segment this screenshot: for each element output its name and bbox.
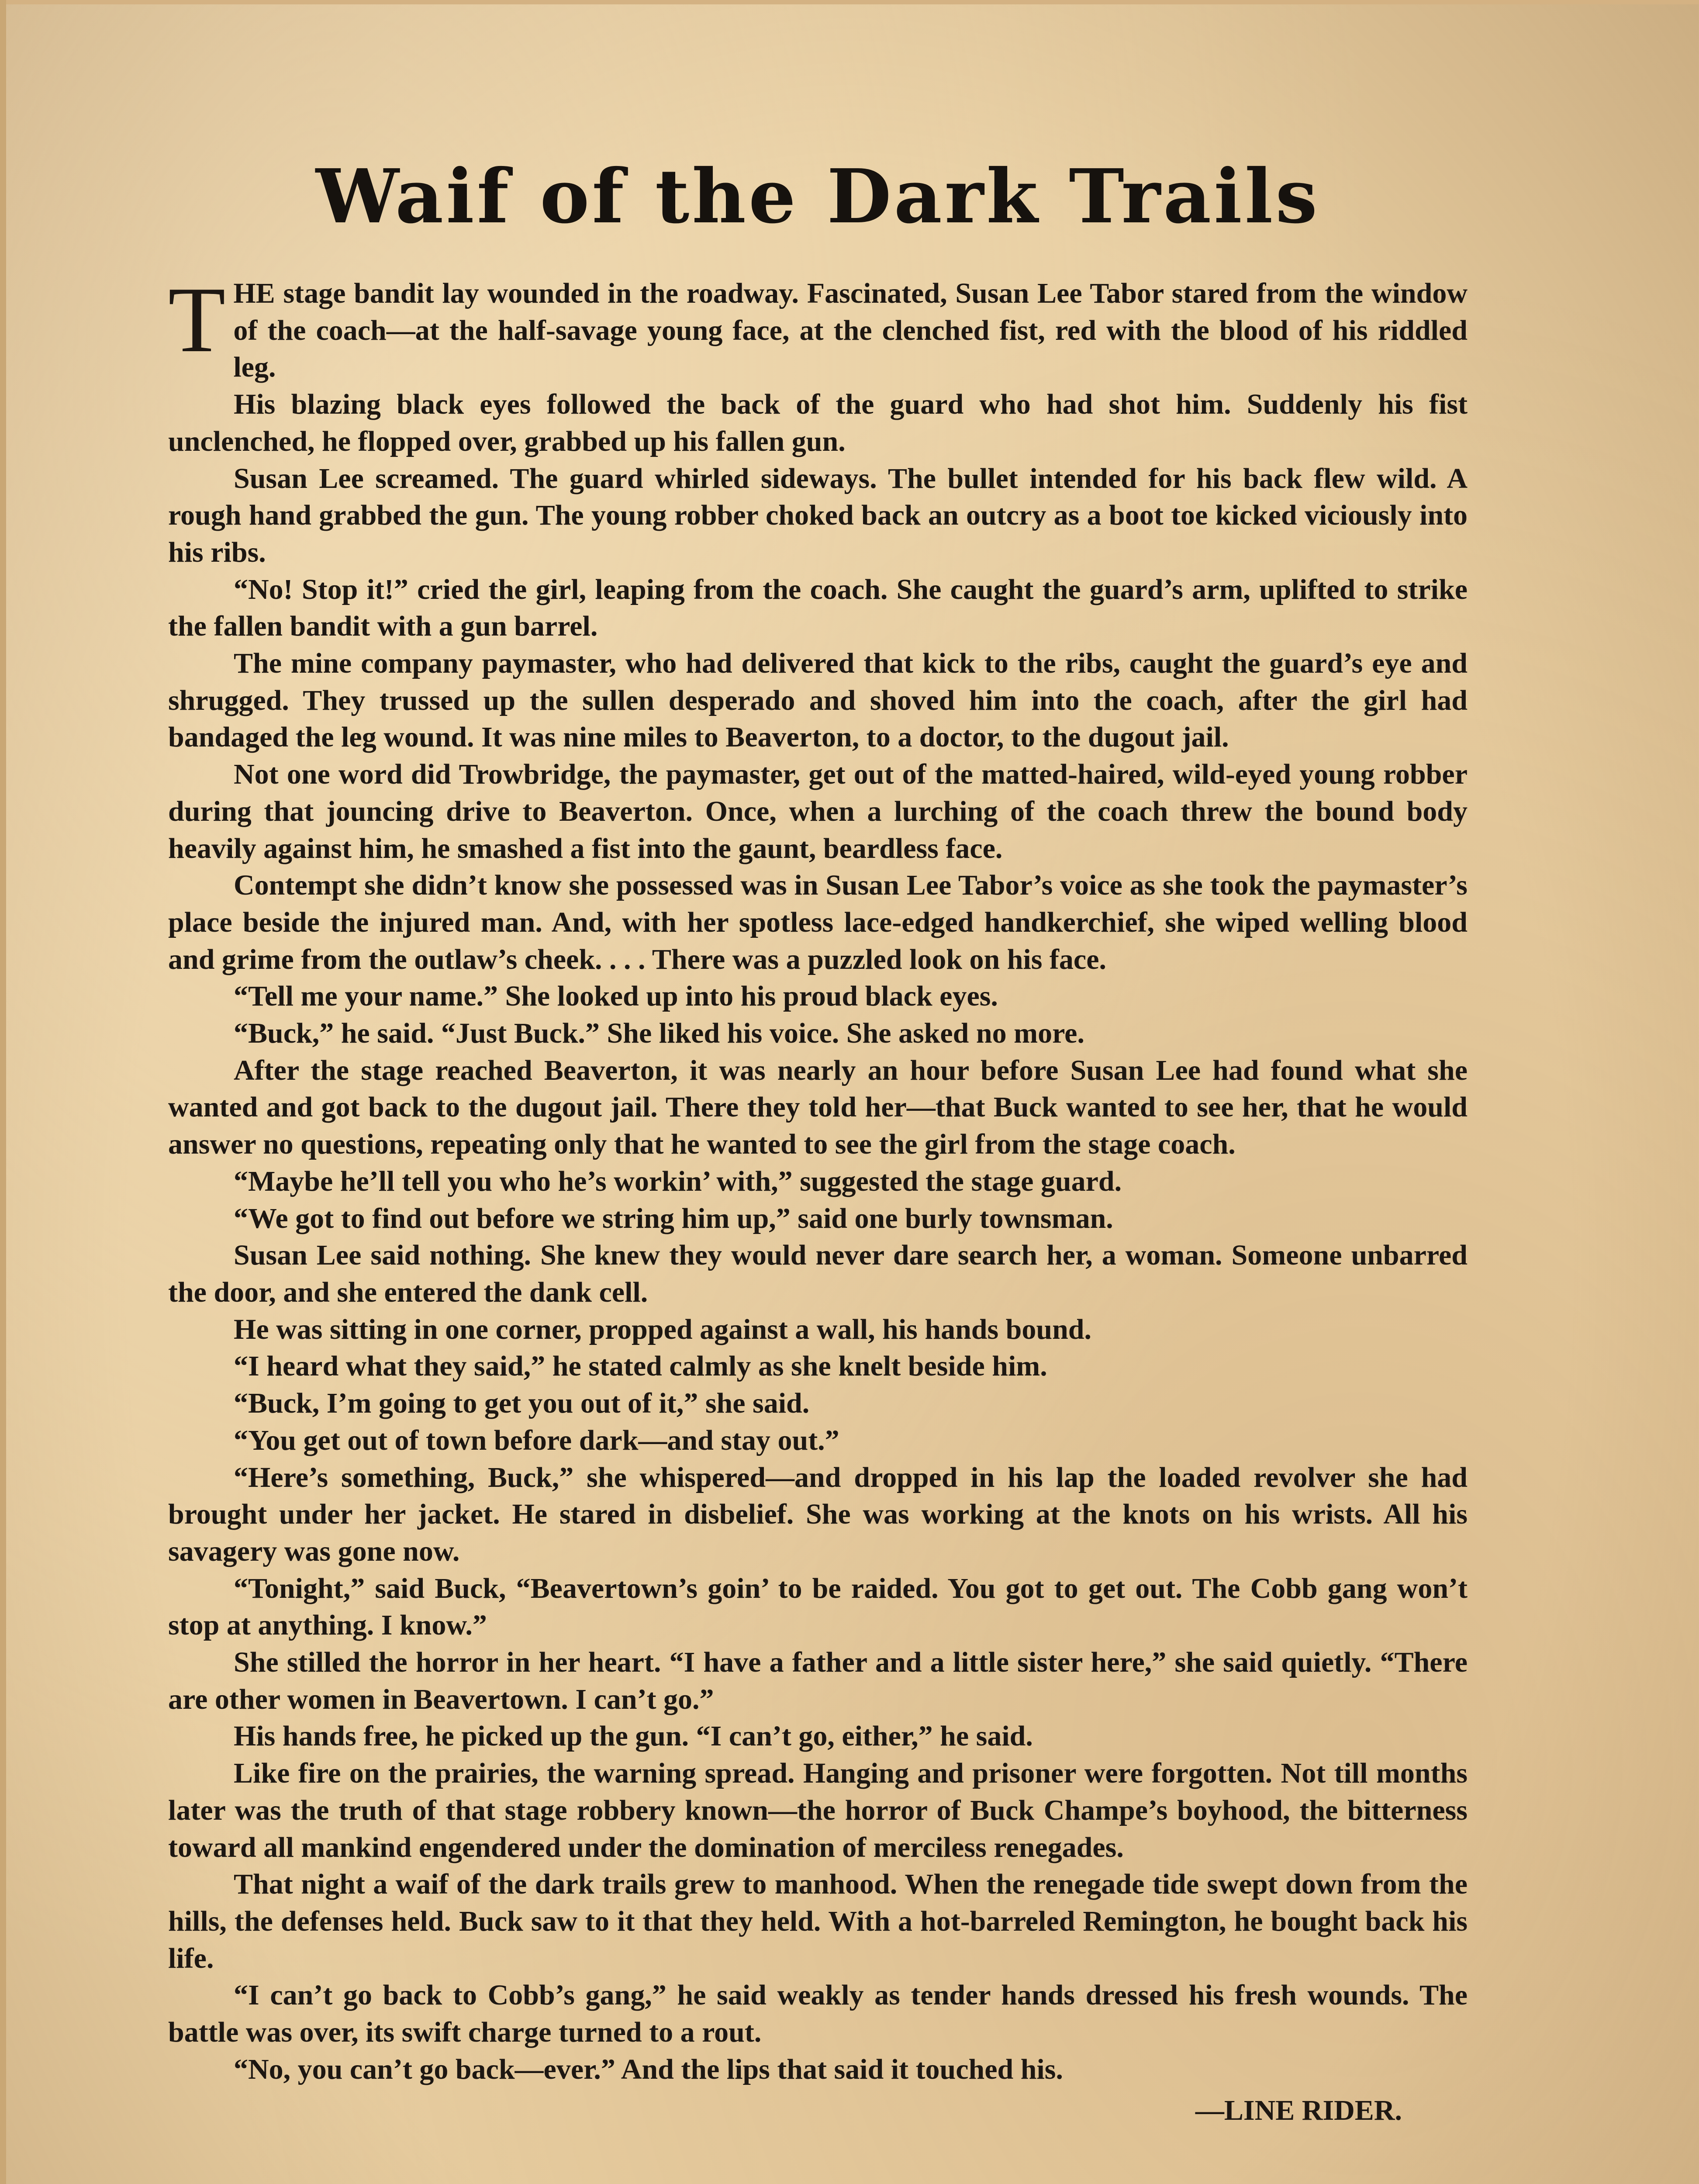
article: [168, 153, 1468, 2129]
paragraph: He was sitting in one corner, propped against a wall, his hands bound.: [234, 1313, 1091, 1345]
paragraph: Contempt she didn’t know she possessed was in Susan Lee Tabor’s voice as she took the paymaster’s place beside the injured man. And, with her spotless lace-edged handkerchief, she wiped welling blood and grime from the outlaw’s cheek. . . . There was a puzzled look on his face.: [168, 869, 1468, 975]
paragraph: Susan Lee screamed. The guard whirled sideways. The bullet intended for his back flew wild. A rough hand grabbed the gun. The young robber choked back an outcry as a boot toe kicked viciously into his ribs.: [168, 462, 1468, 568]
drop-cap: T: [168, 267, 226, 372]
paragraph: His blazing black eyes followed the back of the guard who had shot him. Suddenly his fist unclenched, he flopped over, grabbed up his fallen gun.: [168, 388, 1468, 457]
author-signature: —LINE RIDER.: [1195, 2094, 1402, 2127]
paragraph: “I heard what they said,” he stated calmly as she knelt beside him.: [234, 1350, 1047, 1382]
paragraph: Not one word did Trowbridge, the paymaster, get out of the matted-haired, wild-eyed young robber during that jouncing drive to Beaverton. Once, when a lurching of the coach threw the bound body heavily against him, he smashed a fist into the gaunt, beardless face.: [168, 758, 1468, 864]
paragraph: The mine company paymaster, who had delivered that kick to the ribs, caught the guard’s eye and shrugged. They trussed up the sullen desperado and shoved him into the coach, after the girl had bandaged the leg wound. It was nine miles to Beaverton, to a doctor, to the dugout jail.: [168, 647, 1468, 753]
page-left-edge: [0, 0, 6, 2184]
paragraph: “Buck, I’m going to get you out of it,” she said.: [234, 1387, 810, 1420]
first-paragraph-text: stage bandit lay wounded in the roadway. Fascinated, Susan Lee Tabor stared from the window of the coach—at the half-savage young face, at the clenched fist, red with the blood of his riddled leg.: [233, 277, 1468, 384]
article-title: Waif of the Dark Trails: [315, 153, 1320, 240]
first-paragraph: [168, 267, 1468, 386]
page-top-edge: [0, 0, 1699, 4]
opening-caps: HE: [233, 277, 275, 309]
paragraph: His hands free, he picked up the gun. “I can’t go, either,” he said.: [234, 1720, 1033, 1752]
paragraph: “Tonight,” said Buck, “Beavertown’s goin’ to be raided. You got to get out. The Cobb gang won’t stop at anything. I know.”: [168, 1572, 1468, 1641]
paragraph: “We got to find out before we string him up,” said one burly townsman.: [234, 1202, 1113, 1234]
paragraph: “No! Stop it!” cried the girl, leaping from the coach. She caught the guard’s arm, uplifted to strike the fallen bandit with a gun barrel.: [168, 573, 1468, 643]
paragraph: “Tell me your name.” She looked up into his proud black eyes.: [234, 980, 998, 1013]
paragraph: “Maybe he’ll tell you who he’s workin’ with,” suggested the stage guard.: [234, 1165, 1122, 1197]
paragraph: “No, you can’t go back—ever.” And the lips that said it touched his.: [234, 2053, 1063, 2085]
paragraph: She stilled the horror in her heart. “I have a father and a little sister here,” she said quietly. “There are other women in Beavertown. I can’t go.”: [168, 1646, 1468, 1715]
paragraph: After the stage reached Beaverton, it was nearly an hour before Susan Lee had found what she wanted and got back to the dugout jail. There they told her—that Buck wanted to see her, that he would answer no questions, repeating only that he wanted to see the girl from the stage coach.: [168, 1054, 1468, 1161]
paragraph: “I can’t go back to Cobb’s gang,” he said weakly as tender hands dressed his fresh wounds. The battle was over, its swift charge turned to a rout.: [168, 1979, 1468, 2049]
paragraph: That night a waif of the dark trails grew to manhood. When the renegade tide swept down from the hills, the defenses held. Buck saw to it that they held. With a hot-barreled Remington, he bought back his life.: [168, 1868, 1468, 1974]
paragraph: Susan Lee said nothing. She knew they would never dare search her, a woman. Someone unbarred the door, and she entered the dank cell.: [168, 1239, 1468, 1308]
paragraph: “Here’s something, Buck,” she whispered—and dropped in his lap the loaded revolver she had brought under her jacket. He stared in disbelief. She was working at the knots on his wrists. All his savagery was gone now.: [168, 1461, 1468, 1567]
article-body: [168, 267, 1468, 2129]
paragraph: “You get out of town before dark—and stay out.”: [234, 1424, 839, 1456]
paragraph: Like fire on the prairies, the warning spread. Hanging and prisoner were forgotten. Not till months later was the truth of that stage robbery known—the horror of Buck Champe’s boyhood, the bitterness toward all mankind engendered under the domination of merciless renegades.: [168, 1757, 1468, 1863]
paragraph: “Buck,” he said. “Just Buck.” She liked his voice. She asked no more.: [234, 1017, 1084, 1050]
